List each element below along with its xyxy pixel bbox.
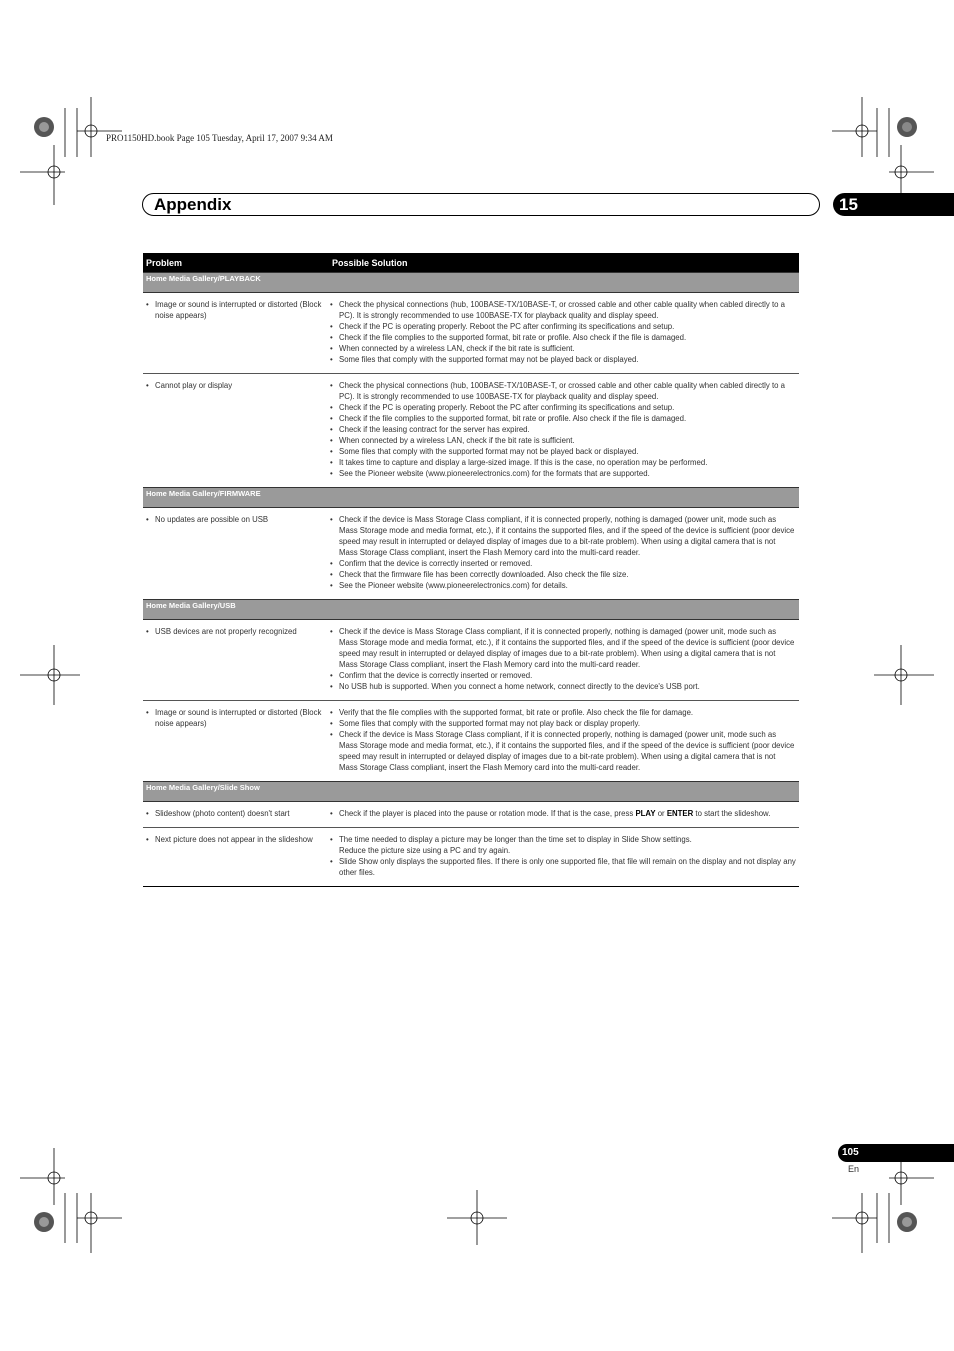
solution-item	[329, 299, 796, 321]
bullet-icon: •	[330, 469, 333, 478]
solution-text: The time needed to display a picture may be longer than the time set to display in Slide Show settings. Reduce the picture size using a PC and try again.	[339, 835, 692, 855]
button-name-text: PLAY	[635, 809, 656, 818]
problem-cell	[143, 802, 329, 828]
bullet-icon: •	[330, 857, 333, 866]
button-name-text: ENTER	[666, 809, 694, 818]
solution-item	[329, 332, 796, 343]
bullet-icon: •	[146, 381, 149, 390]
problem-text: Cannot play or display	[155, 381, 233, 390]
solution-text: Slide Show only displays the supported files. If there is only one supported file, that file will remain on the display and not display any other files.	[339, 857, 796, 877]
solution-item	[329, 435, 796, 446]
solution-cell	[329, 293, 799, 374]
solution-text: Confirm that the device is correctly inserted or removed.	[339, 671, 533, 680]
solution-text: See the Pioneer website (www.pioneerelectronics.com) for the formats that are supported.	[339, 469, 650, 478]
troubleshooting-table	[143, 253, 799, 887]
solution-item	[329, 558, 796, 569]
solution-text: Confirm that the device is correctly inserted or removed.	[339, 559, 533, 568]
bullet-icon: •	[330, 344, 333, 353]
solution-text-part: Check if the player is placed into the pause or rotation mode. If that is the case, press	[339, 809, 636, 818]
solution-text: When connected by a wireless LAN, check if the bit rate is sufficient.	[339, 344, 575, 353]
bullet-icon: •	[330, 403, 333, 412]
section-header-row	[143, 782, 799, 802]
solution-text: Check that the firmware file has been correctly downloaded. Also check the file size.	[339, 570, 629, 579]
solution-list	[329, 626, 796, 692]
bullet-icon: •	[330, 719, 333, 728]
solution-cell	[329, 802, 799, 828]
solution-list	[329, 299, 796, 365]
solution-list	[329, 380, 796, 479]
problem-text: USB devices are not properly recognized	[155, 627, 297, 636]
solution-item	[329, 681, 796, 692]
table-header-row	[143, 253, 799, 273]
solution-item	[329, 834, 796, 856]
bullet-icon: •	[330, 809, 333, 818]
solution-text: Check if the device is Mass Storage Class compliant, if it is connected properly, nothing is damaged (power unit, mode such as Mass Storage mode and media format, etc.), if it contains the supported files, and if the speed of the device is sufficient (poor device speed may result in interrupted or delayed display of images due to a bit-rate problem). When using a digital camera that is not Mass Storage Class compliant, insert the Flash Memory card into the multi-card reader.	[339, 627, 795, 669]
solution-item	[329, 424, 796, 435]
solution-text: Some files that comply with the supported format may not be played back or displayed.	[339, 447, 639, 456]
table-row	[143, 701, 799, 782]
solution-text: Check if the file complies to the supported format, bit rate or profile. Also check if the file is damaged.	[339, 333, 687, 342]
print-info: PRO1150HD.book Page 105 Tuesday, April 17, 2007 9:34 AM	[106, 133, 333, 143]
solution-text: Verify that the file complies with the supported format, bit rate or profile. Also check the file for damage.	[339, 708, 694, 717]
solution-text: Check if the PC is operating properly. Reboot the PC after confirming its specifications and setup.	[339, 403, 675, 412]
solution-text: Check if the device is Mass Storage Class compliant, if it is connected properly, nothing is damaged (power unit, mode such as Mass Storage mode and media format, etc.), if it contains the supported files, and if the speed of the device is sufficient (poor device speed may result in interrupted or delayed display of images due to a bit-rate problem). When using a digital camera that is not Mass Storage Class compliant, insert the Flash Memory card into the multi-card reader.	[339, 730, 795, 772]
bullet-icon: •	[330, 355, 333, 364]
solution-text: When connected by a wireless LAN, check if the bit rate is sufficient.	[339, 436, 575, 445]
bullet-icon: •	[330, 436, 333, 445]
bullet-icon: •	[330, 835, 333, 844]
solution-text: Some files that comply with the supported format may not be played back or displayed.	[339, 355, 639, 364]
solution-text: Check if the leasing contract for the server has expired.	[339, 425, 530, 434]
bullet-icon: •	[330, 671, 333, 680]
solution-item	[329, 446, 796, 457]
solution-cell	[329, 828, 799, 887]
bullet-icon: •	[330, 333, 333, 342]
table-row	[143, 293, 799, 374]
problem-cell	[143, 508, 329, 600]
table-row	[143, 620, 799, 701]
bullet-icon: •	[146, 627, 149, 636]
problem-cell	[143, 828, 329, 887]
solution-text: Check the physical connections (hub, 100BASE-TX/10BASE-T, or crossed cable and other cable quality when cabled directly to a PC). It is strongly recommended to use 100BASE-TX for playback quality and display speed.	[339, 300, 785, 320]
solution-list	[329, 514, 796, 591]
problem-text: Image or sound is interrupted or distorted (Block noise appears)	[155, 708, 322, 728]
solution-item	[329, 808, 796, 819]
solution-cell	[329, 701, 799, 782]
solution-item	[329, 380, 796, 402]
page-language: En	[848, 1164, 860, 1174]
table-row	[143, 508, 799, 600]
chapter-tab	[833, 193, 954, 216]
problem-text: Image or sound is interrupted or distorted (Block noise appears)	[155, 300, 322, 320]
bullet-icon: •	[330, 708, 333, 717]
solution-item	[329, 580, 796, 591]
solution-item	[329, 354, 796, 365]
solution-item	[329, 718, 796, 729]
problem-text: Slideshow (photo content) doesn't start	[155, 809, 290, 818]
bullet-icon: •	[330, 425, 333, 434]
section-title: Home Media Gallery/PLAYBACK	[143, 273, 799, 293]
solution-item	[329, 343, 796, 354]
solution-text-part: or	[655, 809, 667, 818]
solution-item	[329, 457, 796, 468]
bullet-icon: •	[330, 458, 333, 467]
bullet-icon: •	[330, 447, 333, 456]
bullet-icon: •	[330, 414, 333, 423]
solution-list	[329, 707, 796, 773]
problem-text: No updates are possible on USB	[155, 515, 269, 524]
page-number-tab	[838, 1144, 954, 1162]
bullet-icon: •	[330, 730, 333, 739]
problem-text: Next picture does not appear in the slideshow	[155, 835, 313, 844]
solution-text: See the Pioneer website (www.pioneerelectronics.com) for details.	[339, 581, 568, 590]
solution-item	[329, 569, 796, 580]
bullet-icon: •	[146, 300, 149, 309]
page-number: 105	[842, 1147, 859, 1158]
solution-text: Check if the file complies to the supported format, bit rate or profile. Also check if the file is damaged.	[339, 414, 687, 423]
solution-text: No USB hub is supported. When you connect a home network, connect directly to the device's USB port.	[339, 682, 700, 691]
header-title-bar	[142, 193, 820, 216]
bullet-icon: •	[146, 708, 149, 717]
solution-text	[339, 808, 796, 819]
solution-item	[329, 468, 796, 479]
solution-list	[329, 834, 796, 878]
solution-text: Check if the device is Mass Storage Class compliant, if it is connected properly, nothing is damaged (power unit, mode such as Mass Storage mode and media format, etc.), if it contains the supported files, and if the speed of the device is sufficient (poor device speed may result in interrupted or delayed display of images due to a bit-rate problem). When using a digital camera that is not Mass Storage Class compliant, insert the Flash Memory card into the multi-card reader.	[339, 515, 795, 557]
bullet-icon: •	[146, 835, 149, 844]
solution-item	[329, 514, 796, 558]
problem-cell	[143, 374, 329, 488]
solution-list	[329, 808, 796, 819]
bullet-icon: •	[330, 300, 333, 309]
solution-cell	[329, 374, 799, 488]
bullet-icon: •	[330, 682, 333, 691]
solution-item	[329, 321, 796, 332]
bullet-icon: •	[330, 559, 333, 568]
table-row	[143, 802, 799, 828]
page-title: Appendix	[154, 195, 232, 214]
section-title: Home Media Gallery/Slide Show	[143, 782, 799, 802]
solution-text: Check the physical connections (hub, 100BASE-TX/10BASE-T, or crossed cable and other cable quality when cabled directly to a PC). It is strongly recommended to use 100BASE-TX for playback quality and display speed.	[339, 381, 785, 401]
solution-item	[329, 856, 796, 878]
solution-cell	[329, 620, 799, 701]
bullet-icon: •	[330, 570, 333, 579]
solution-item	[329, 626, 796, 670]
section-title: Home Media Gallery/USB	[143, 600, 799, 620]
solution-text-part: to start the slideshow.	[693, 809, 771, 818]
table-body	[143, 273, 799, 887]
table-row	[143, 828, 799, 887]
column-header-problem: Problem	[143, 253, 329, 273]
section-header-row	[143, 488, 799, 508]
problem-cell	[143, 293, 329, 374]
chapter-number: 15	[839, 195, 858, 214]
bullet-icon: •	[330, 322, 333, 331]
bullet-icon: •	[330, 515, 333, 524]
bullet-icon: •	[146, 515, 149, 524]
bullet-icon: •	[146, 809, 149, 818]
problem-cell	[143, 620, 329, 701]
bullet-icon: •	[330, 581, 333, 590]
solution-text: It takes time to capture and display a large-sized image. If this is the case, no operation may be performed.	[339, 458, 708, 467]
table-row	[143, 374, 799, 488]
solution-text: Check if the PC is operating properly. Reboot the PC after confirming its specifications and setup.	[339, 322, 675, 331]
solution-item	[329, 413, 796, 424]
bullet-icon: •	[330, 381, 333, 390]
column-header-solution: Possible Solution	[329, 253, 799, 273]
bullet-icon: •	[330, 627, 333, 636]
solution-cell	[329, 508, 799, 600]
solution-item	[329, 707, 796, 718]
solution-item	[329, 402, 796, 413]
problem-cell	[143, 701, 329, 782]
section-header-row	[143, 273, 799, 293]
solution-text: Some files that comply with the supported format may not play back or display properly.	[339, 719, 641, 728]
solution-item	[329, 729, 796, 773]
section-title: Home Media Gallery/FIRMWARE	[143, 488, 799, 508]
section-header-row	[143, 600, 799, 620]
solution-item	[329, 670, 796, 681]
